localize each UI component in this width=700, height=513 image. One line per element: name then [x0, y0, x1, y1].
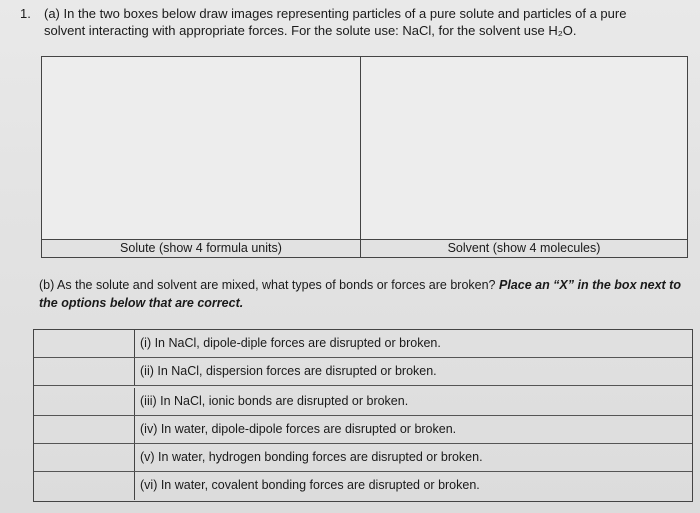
- option-label: (ii) In NaCl, dispersion forces are disrupted or broken.: [140, 364, 437, 378]
- part-b-instruction: Place an “X” in the box next to the options below that are correct.: [39, 278, 681, 310]
- part-b-text: (b) As the solute and solvent are mixed, what types of bonds or forces are broken?: [39, 278, 499, 292]
- question-number: 1.: [20, 6, 31, 21]
- option-checkbox-i[interactable]: [34, 330, 135, 357]
- option-row: [34, 416, 692, 444]
- solvent-caption: Solvent (show 4 molecules): [447, 241, 601, 255]
- caption-row: [42, 239, 687, 257]
- option-checkbox-vi[interactable]: [34, 472, 135, 500]
- solvent-drawing-box[interactable]: [361, 57, 687, 239]
- option-checkbox-v[interactable]: [34, 444, 135, 471]
- option-checkbox-iv[interactable]: [34, 416, 135, 443]
- option-label: (iv) In water, dipole-dipole forces are disrupted or broken.: [140, 422, 457, 436]
- option-label: (vi) In water, covalent bonding forces are disrupted or broken.: [140, 478, 480, 492]
- option-checkbox-ii[interactable]: [34, 358, 135, 385]
- option-row: [34, 444, 692, 472]
- option-label: (i) In NaCl, dipole-diple forces are disrupted or broken.: [140, 336, 441, 350]
- part-a-line1: (a) In the two boxes below draw images representing particles of a pure solute and particles of a pure: [44, 6, 627, 21]
- option-row: [34, 388, 692, 416]
- option-checkbox-iii[interactable]: [34, 388, 135, 415]
- part-a-line2: solvent interacting with appropriate forces. For the solute use: NaCl, for the solvent use H₂O.: [44, 23, 577, 38]
- option-row: [34, 330, 692, 358]
- options-table: [33, 329, 693, 502]
- solute-drawing-box[interactable]: [42, 57, 361, 239]
- drawing-table: [41, 56, 688, 258]
- option-label: (v) In water, hydrogen bonding forces are disrupted or broken.: [140, 450, 483, 464]
- solute-caption: Solute (show 4 formula units): [42, 240, 361, 258]
- option-label: (iii) In NaCl, ionic bonds are disrupted or broken.: [140, 394, 409, 408]
- option-row: [34, 472, 692, 500]
- option-row: [34, 358, 692, 386]
- part-b-prompt: [39, 276, 694, 312]
- question-text: [44, 5, 684, 39]
